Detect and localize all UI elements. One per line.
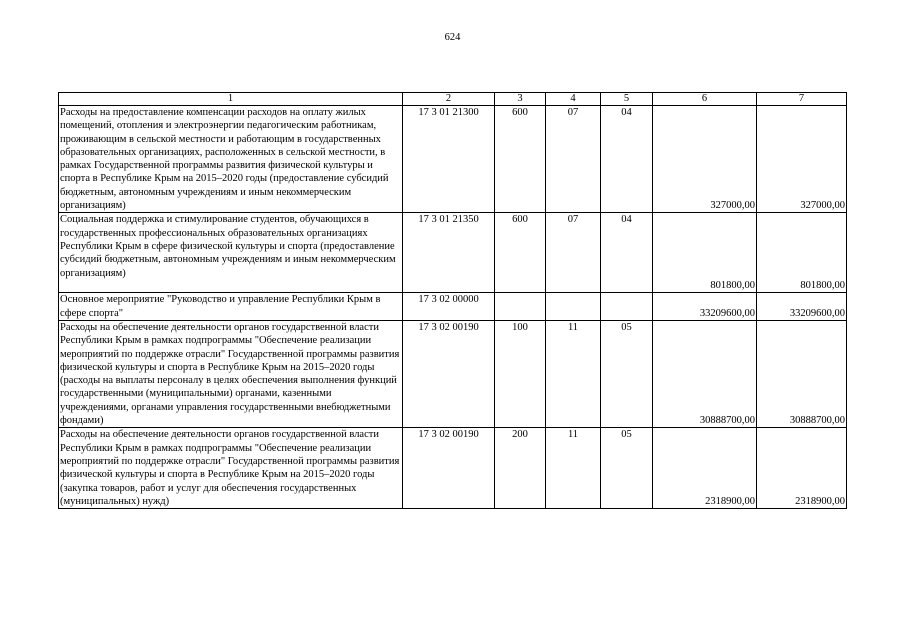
code-cell: 17 3 01 21350 — [403, 213, 495, 293]
description-cell: Социальная поддержка и стимулирование студентов, обучающихся в государственных профессиональных образовательных организациях Республики Крым в сфере физической культуры и спорта (предоставление субсидий бюджетным, автономным учреждениям и иным некоммерческим организациям) — [59, 213, 403, 293]
amount-cell: 327000,00 — [653, 106, 757, 213]
header-cell: 2 — [403, 93, 495, 106]
amount-cell: 30888700,00 — [757, 320, 847, 427]
code-cell: 17 3 02 00190 — [403, 428, 495, 509]
header-cell: 3 — [495, 93, 546, 106]
table-row — [59, 320, 847, 427]
table-header-row — [59, 93, 847, 106]
amount-cell: 33209600,00 — [653, 293, 757, 321]
table-row — [59, 213, 847, 293]
header-cell: 6 — [653, 93, 757, 106]
code-cell: 17 3 01 21300 — [403, 106, 495, 213]
amount-cell: 327000,00 — [757, 106, 847, 213]
expense-type-cell: 100 — [495, 320, 546, 427]
description-cell: Расходы на обеспечение деятельности органов государственной власти Республики Крым в рамках подпрограммы "Обеспечение реализации мероприятий по поддержке отрасли" Государственной программы развития физической культуры и спорта в Республике Крым на 2015–2020 годы (расходы на выплаты персоналу в целях обеспечения выполнения функций государственными (муниципальными) органами, казенными учреждениями, органами управления государственными внебюджетными фондами) — [59, 320, 403, 427]
code-cell: 17 3 02 00000 — [403, 293, 495, 321]
subsection-cell: 04 — [601, 106, 653, 213]
description-cell: Расходы на обеспечение деятельности органов государственной власти Республики Крым в рамках подпрограммы "Обеспечение реализации мероприятий по поддержке отрасли" Государственной программы развития физической культуры и спорта в Республике Крым на 2015–2020 годы (закупка товаров, работ и услуг для обеспечения государственных (муниципальных) нужд) — [59, 428, 403, 509]
amount-cell: 2318900,00 — [757, 428, 847, 509]
header-cell: 7 — [757, 93, 847, 106]
header-cell: 5 — [601, 93, 653, 106]
amount-cell: 801800,00 — [757, 213, 847, 293]
table-row — [59, 428, 847, 509]
expense-type-cell — [495, 293, 546, 321]
description-cell: Основное мероприятие "Руководство и управление Республики Крым в сфере спорта" — [59, 293, 403, 321]
budget-table — [58, 92, 847, 509]
subsection-cell — [601, 293, 653, 321]
subsection-cell: 04 — [601, 213, 653, 293]
page-number: 624 — [444, 32, 461, 43]
subsection-cell: 05 — [601, 320, 653, 427]
section-cell: 11 — [546, 320, 601, 427]
description-cell: Расходы на предоставление компенсации расходов на оплату жилых помещений, отопления и электроэнергии педагогическим работникам, проживающим в сельской местности и работающим в государственных образовательных организациях, расположенных в сельской местности, в рамках Государственной программы развития физической культуры и спорта в Республике Крым на 2015–2020 годы (предоставление субсидий бюджетным, автономным учреждениям и иным некоммерческим организациям) — [59, 106, 403, 213]
header-cell: 1 — [59, 93, 403, 106]
code-cell: 17 3 02 00190 — [403, 320, 495, 427]
expense-type-cell: 600 — [495, 106, 546, 213]
subsection-cell: 05 — [601, 428, 653, 509]
header-cell: 4 — [546, 93, 601, 106]
table-row — [59, 106, 847, 213]
expense-type-cell: 200 — [495, 428, 546, 509]
section-cell: 11 — [546, 428, 601, 509]
section-cell: 07 — [546, 213, 601, 293]
amount-cell: 30888700,00 — [653, 320, 757, 427]
expense-type-cell: 600 — [495, 213, 546, 293]
section-cell: 07 — [546, 106, 601, 213]
amount-cell: 2318900,00 — [653, 428, 757, 509]
table-row — [59, 293, 847, 321]
amount-cell: 801800,00 — [653, 213, 757, 293]
section-cell — [546, 293, 601, 321]
amount-cell: 33209600,00 — [757, 293, 847, 321]
